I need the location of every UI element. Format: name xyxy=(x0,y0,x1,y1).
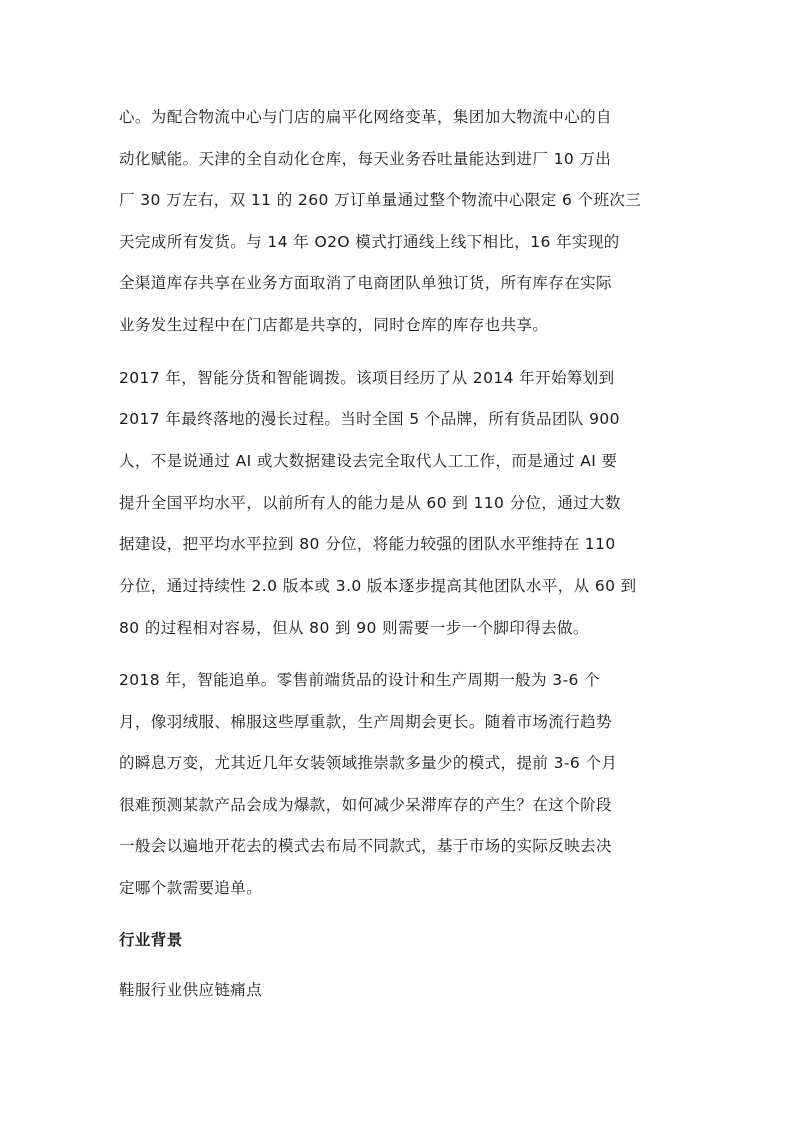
paragraph-line: 动化赋能。天津的全自动化仓库，每天业务吞吐量能达到进厂 10 万出 xyxy=(119,150,612,168)
section-heading: 行业背景 xyxy=(119,931,183,949)
paragraph-line: 提升全国平均水平，以前所有人的能力是从 60 到 110 分位，通过大数 xyxy=(119,494,621,512)
paragraph-line: 人，不是说通过 AI 或大数据建设去完全取代人工工作，而是通过 AI 要 xyxy=(119,452,618,470)
paragraph-line: 心。为配合物流中心与门店的扁平化网络变革，集团加大物流中心的自 xyxy=(119,108,612,126)
paragraph-line: 全渠道库存共享在业务方面取消了电商团队单独订货，所有库存在实际 xyxy=(119,274,612,292)
paragraph-line: 80 的过程相对容易，但从 80 到 90 则需要一步一个脚印得去做。 xyxy=(119,619,589,637)
paragraph-line: 业务发生过程中在门店都是共享的，同时仓库的库存也共享。 xyxy=(119,316,549,334)
paragraph-line: 2018 年，智能追单。零售前端货品的设计和生产周期一般为 3-6 个 xyxy=(119,671,601,689)
paragraph-line: 厂 30 万左右，双 11 的 260 万订单量通过整个物流中心限定 6 个班次三 xyxy=(119,191,642,209)
paragraph-line: 定哪个款需要追单。 xyxy=(119,879,263,897)
paragraph-line: 据建设，把平均水平拉到 80 分位，将能力较强的团队水平维持在 110 xyxy=(119,535,616,553)
paragraph-line: 很难预测某款产品会成为爆款，如何减少呆滞库存的产生？在这个阶段 xyxy=(119,796,612,814)
paragraph-line: 月，像羽绒服、棉服这些厚重款，生产周期会更长。随着市场流行趋势 xyxy=(119,713,612,731)
paragraph-line: 分位，通过持续性 2.0 版本或 3.0 版本逐步提高其他团队水平，从 60 到 xyxy=(119,577,637,595)
paragraph-line: 2017 年最终落地的漫长过程。当时全国 5 个品牌，所有货品团队 900 xyxy=(119,410,620,428)
paragraph-line: 天完成所有发货。与 14 年 O2O 模式打通线上线下相比，16 年实现的 xyxy=(119,233,620,251)
paragraph-line: 一般会以遍地开花去的模式去布局不同款式，基于市场的实际反映去决 xyxy=(119,837,612,855)
subheading: 鞋服行业供应链痛点 xyxy=(119,981,263,999)
paragraph-line: 的瞬息万变，尤其近几年女装领域推崇款多量少的模式，提前 3-6 个月 xyxy=(119,754,618,772)
paragraph-line: 2017 年，智能分货和智能调拨。该项目经历了从 2014 年开始筹划到 xyxy=(119,369,615,387)
